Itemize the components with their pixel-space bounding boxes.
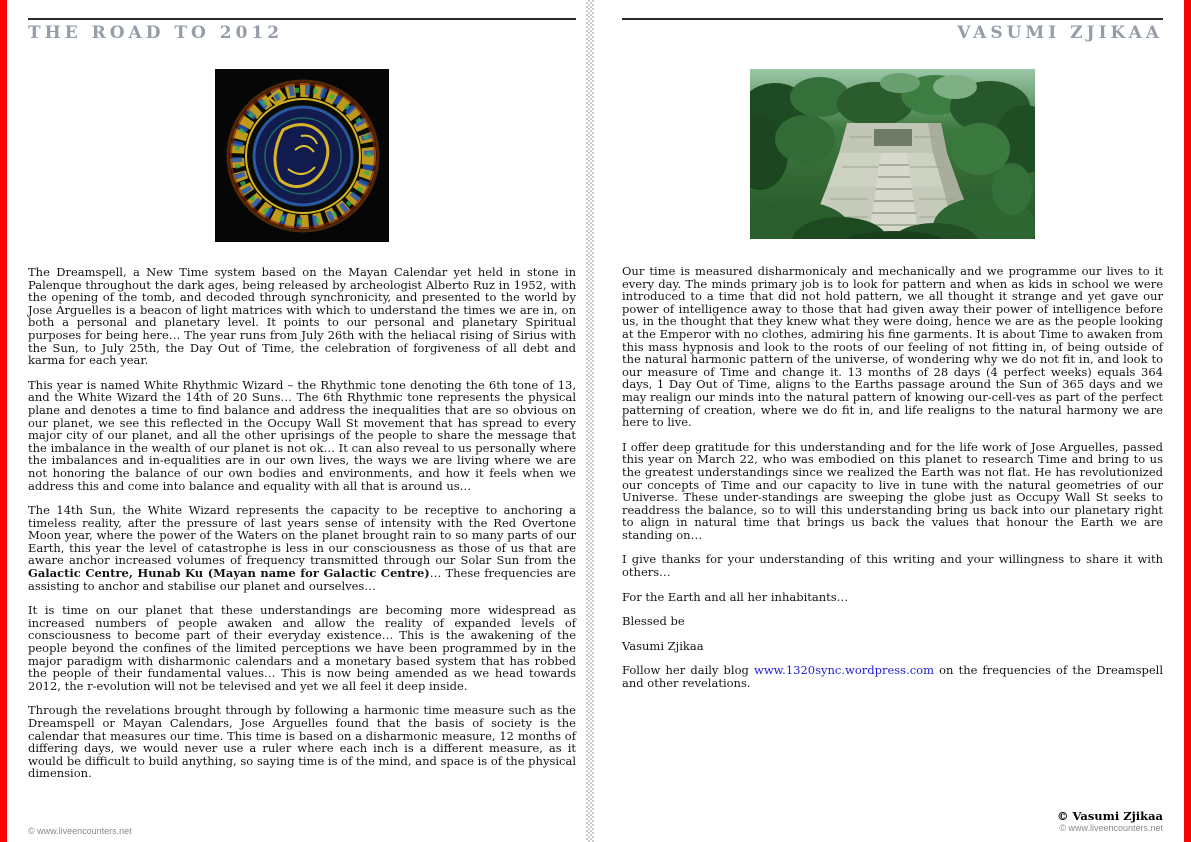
paragraph: The Dreamspell, a New Time system based on the Mayan Calendar yet held in stone in Palenque throughout the dark ages, being released by archeologist Alberto Ruz in 1952, with the opening of the tomb, and decoded through synchronicity, and presented to the world by Jose Arguelles is a beacon of light matrices with which to understand the times we are in, on both a personal and planetary level. It points to our personal and planetary Spiritual purposes for being here… The year runs from July 26th with the heliacal rising of Sirius with the Sun, to July 25th, the Day Out of Time, the celebration of forgiveness of all debt and karma for each year. [28,265,576,368]
page-left [28,0,576,842]
paragraph-text: The 14th Sun, the White Wizard represents the capacity to be receptive to anchoring a timeless reality, after the pressure of last years sense of intensity with the Red Overtone Moon year, where the power of the Waters on the planet brought rain to so many parts of our Earth, this year the level of catastrophe is less in our consciousness as those of us that are aware anchor increased volumes of frequency transmitted through our Solar Sun from the [28,503,576,568]
footer-credits [1057,810,1163,834]
paragraph [622,664,1163,689]
paragraph-text: … These frequencies are assisting to anchor and stabilise our planet and ourselves… [28,566,576,593]
paragraph [28,504,576,592]
closing-blessing: Blessed be [622,614,685,629]
author-credit: © Vasumi Zjikaa [1057,809,1163,823]
paragraph: For the Earth and all her inhabitants… [622,589,849,604]
author-title: VASUMI ZJIKAA [957,23,1163,43]
paragraph-text: on the frequencies of the Dreamspell and other revelations. [622,663,1164,691]
page-title: THE ROAD TO 2012 [28,23,284,43]
mayan-pyramid-jungle-image [750,69,1035,239]
bold-phrase: Galactic Centre, Hunab Ku (Mayan name for Galactic Centre) [28,566,430,581]
page-gutter-fold [586,0,594,842]
left-edge-red-band [0,0,7,842]
paragraph: It is time on our planet that these understandings are becoming more widespread as increased numbers of people awaken and allow the reality of expanded levels of consciousness to become part of their everyday existence… This is the awakening of the people beyond the confines of the limited perceptions we have been programmed by in the major paradigm with disharmonic calendars and a monetary based system that has robbed the people of their fundamental values… This is now being amended as we head towards 2012, the r-evolution will not be televised and yet we all feel it deep inside. [28,603,576,693]
paragraph: This year is named White Rhythmic Wizard – the Rhythmic tone denoting the 6th tone of 13, and the White Wizard the 14th of 20 Suns… The 6th Rhythmic tone represents the physical plane and denotes a time to find balance and address the inequalities that are so obvious on our planet, we see this reflected in the Occupy Wall St movement that has spread to every major city of our planet, and all the other uprisings of the people to share the message that the imbalance in the wealth of our planet is not ok… It can also reveal to us personally where the imbalances and in-equalities are in our own lives, the ways we are living where we are not honoring the balance of our own bodies and environments, and how it feels when we address this and come into balance and equality with all that is around us… [28,377,576,493]
header-rule [28,18,576,20]
paragraph: I offer deep gratitude for this understanding and for the life work of Jose Arguelles, passed this year on March 22, who was embodied on this planet to research Time and bring to us the greatest understandings since we realized the Earth was not flat. He has revolutionized our concepts of Time and our capacity to live in tune with the natural geometries of our Universe. These under-standings are sweeping the globe just as Occupy Wall St seeks to readdress the balance, so to will this understanding bring us back into our planetary right to align in natural time that brings us back the values that honour the Earth we are standing on… [622,439,1163,542]
header-rule [622,18,1163,20]
author-signature: Vasumi Zjikaa [622,638,704,653]
paragraph: Through the revelations brought through by following a harmonic time measure such as the Dreamspell or Mayan Calendars, Jose Arguelles found that the basis of society is the calendar that measures our time. This time is based on a disharmonic measure, 12 months of differing days, we would never use a ruler where each inch is a different measure, as it would be difficult to build anything, so saying time is of the mind, and space is of the physical dimension. [28,703,576,781]
page-right [622,0,1163,842]
paragraph: Our time is measured disharmonicaly and mechanically and we programme our lives to it every day. The minds primary job is to look for pattern and when as kids in school we were introduced to a time that did not hold pattern, we all thought it strange and yet gave our power of intelligence away to those that had given away their power of intelligence before us, in the thought that they knew what they were doing, hence we are as the people looking at the Emperor with no clothes, admiring his fine garments. It is about Time to awaken from this mass hypnosis and look to the roots of our feeling of not fitting in, of being outside of the natural harmonic pattern of the universe, of wondering why we do not fit in, and look to our measure of Time and change it. 13 months of 28 days (4 perfect weeks) equals 364 days, 1 Day Out of Time, aligns to the Earths passage around the Sun of 365 days and we may realign our minds into the natural pattern of knowing our-cell-ves as part of the perfect patterning of creation, where we do fit in, and life realigns to the natural harmony we are here to live. [622,264,1163,430]
mayan-calendar-disc-image [215,69,389,242]
paragraph: I give thanks for your understanding of this writing and your willingness to share it with others… [622,552,1163,580]
site-credit: © www.liveencounters.net [28,826,132,836]
paragraph-text: Follow her daily blog [622,663,754,678]
site-credit: © www.liveencounters.net [1059,823,1163,833]
article-body [622,265,1163,690]
blog-link[interactable]: www.1320sync.wordpress.com [754,663,935,678]
article-body [28,266,576,780]
right-edge-red-band [1184,0,1191,842]
